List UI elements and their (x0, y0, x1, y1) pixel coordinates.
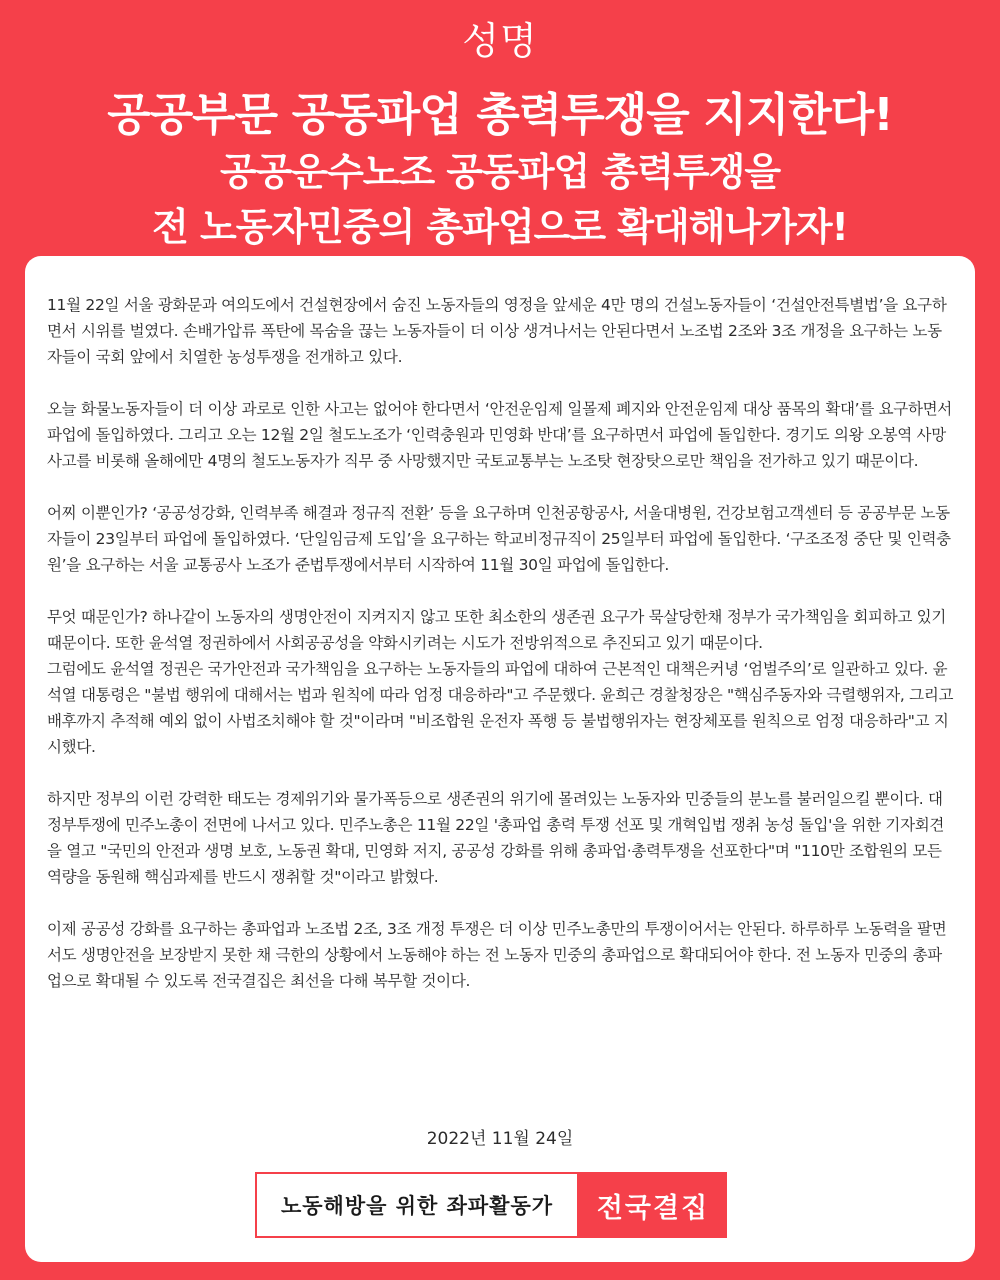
statement-header (0, 0, 1000, 256)
signature-group-name: 전국결집 (579, 1172, 727, 1238)
statement-kicker: 성명 (462, 19, 538, 63)
statement-card (25, 256, 975, 1262)
signature-organization: 노동해방을 위한 좌파활동가 (255, 1172, 579, 1238)
statement-body (47, 292, 955, 994)
body-paragraph-7: 이제 공공성 강화를 요구하는 총파업과 노조법 2조, 3조 개정 투쟁은 더 이상 민주노총만의 투쟁이어서는 안된다. 하루하루 노동력을 팔면서도 생명안전을 보장받지 못한 채 극한의 상황에서 노동해야 하는 전 노동자 민중의 총파업으로 확대되어야 한다. 전 노동자 민중의 총파업으로 확대될 수 있도록 전국결집은 최선을 다해 복무할 것이다. (47, 920, 947, 990)
statement-subline-2: 전 노동자민중의 총파업으로 확대해나가자! (152, 205, 848, 249)
body-paragraph-1: 11월 22일 서울 광화문과 여의도에서 건설현장에서 숨진 노동자들의 영정을 앞세운 4만 명의 건설노동자들이 ‘건설안전특별법’을 요구하면서 시위를 벌였다. 손배가압류 폭탄에 목숨을 끊는 노동자들이 더 이상 생겨나서는 안된다면서 노조법 2조와 3조 개정을 요구하는 노동자들이 국회 앞에서 치열한 농성투쟁을 전개하고 있다. (47, 296, 947, 366)
statement-headline: 공공부문 공동파업 총력투쟁을 지지한다! (107, 88, 893, 141)
body-paragraph-5: 그럼에도 윤석열 정권은 국가안전과 국가책임을 요구하는 노동자들의 파업에 대하여 근본적인 대책은커녕 ‘엄벌주의’로 일관하고 있다. 윤석열 대통령은 "불법 행위에 대해서는 법과 원칙에 따라 엄정 대응하라"고 주문했다. 윤희근 경찰청장은 "핵심주동자와 극렬행위자, 그리고 배후까지 추적해 예외 없이 사법조치해야 할 것"이라며 "비조합원 운전자 폭행 등 불법행위자는 현장체포를 원칙으로 엄정 대응하라"고 지시했다. (47, 660, 954, 756)
signature-block (255, 1172, 727, 1238)
statement-date: 2022년 11월 24일 (426, 1129, 574, 1149)
body-paragraph-6: 하지만 정부의 이런 강력한 태도는 경제위기와 물가폭등으로 생존권의 위기에 몰려있는 노동자와 민중들의 분노를 불러일으킬 뿐이다. 대정부투쟁에 민주노총이 전면에 나서고 있다. 민주노총은 11월 22일 '총파업 총력 투쟁 선포 및 개혁입법 쟁취 농성 돌입'을 위한 기자회견을 열고 "국민의 안전과 생명 보호, 노동권 확대, 민영화 저지, 공공성 강화를 위해 총파업·총력투쟁을 선포한다"며 "110만 조합원의 모든 역량을 동원해 핵심과제를 반드시 쟁취할 것"이라고 밝혔다. (47, 790, 945, 886)
body-paragraph-4: 무엇 때문인가? 하나같이 노동자의 생명안전이 지켜지지 않고 또한 최소한의 생존권 요구가 묵살당한채 정부가 국가책임을 회피하고 있기 때문이다. 또한 윤석열 정권하에서 사회공공성을 약화시키려는 시도가 전방위적으로 추진되고 있기 때문이다. (47, 608, 947, 652)
body-paragraph-3: 어찌 이뿐인가? ‘공공성강화, 인력부족 해결과 정규직 전환’ 등을 요구하며 인천공항공사, 서울대병원, 건강보험고객센터 등 공공부문 노동자들이 23일부터 파업에 돌입하였다. ‘단일임금제 도입’을 요구하는 학교비정규직이 25일부터 파업에 돌입한다. ‘구조조정 중단 및 인력충원’을 요구하는 서울 교통공사 노조가 준법투쟁에서부터 시작하여 11월 30일 파업에 돌입한다. (47, 504, 951, 574)
body-paragraph-2: 오늘 화물노동자들이 더 이상 과로로 인한 사고는 없어야 한다면서 ‘안전운임제 일몰제 폐지와 안전운임제 대상 품목의 확대’를 요구하면서 파업에 돌입하였다. 그리고 오는 12월 2일 철도노조가 ‘인력충원과 민영화 반대’를 요구하면서 파업에 돌입한다. 경기도 의왕 오봉역 사망사고를 비롯해 올해에만 4명의 철도노동자가 직무 중 사망했지만 국토교통부는 노조탓 현장탓으로만 책임을 전가하고 있기 때문이다. (47, 400, 952, 470)
statement-subline-1: 공공운수노조 공동파업 총력투쟁을 (219, 150, 781, 194)
